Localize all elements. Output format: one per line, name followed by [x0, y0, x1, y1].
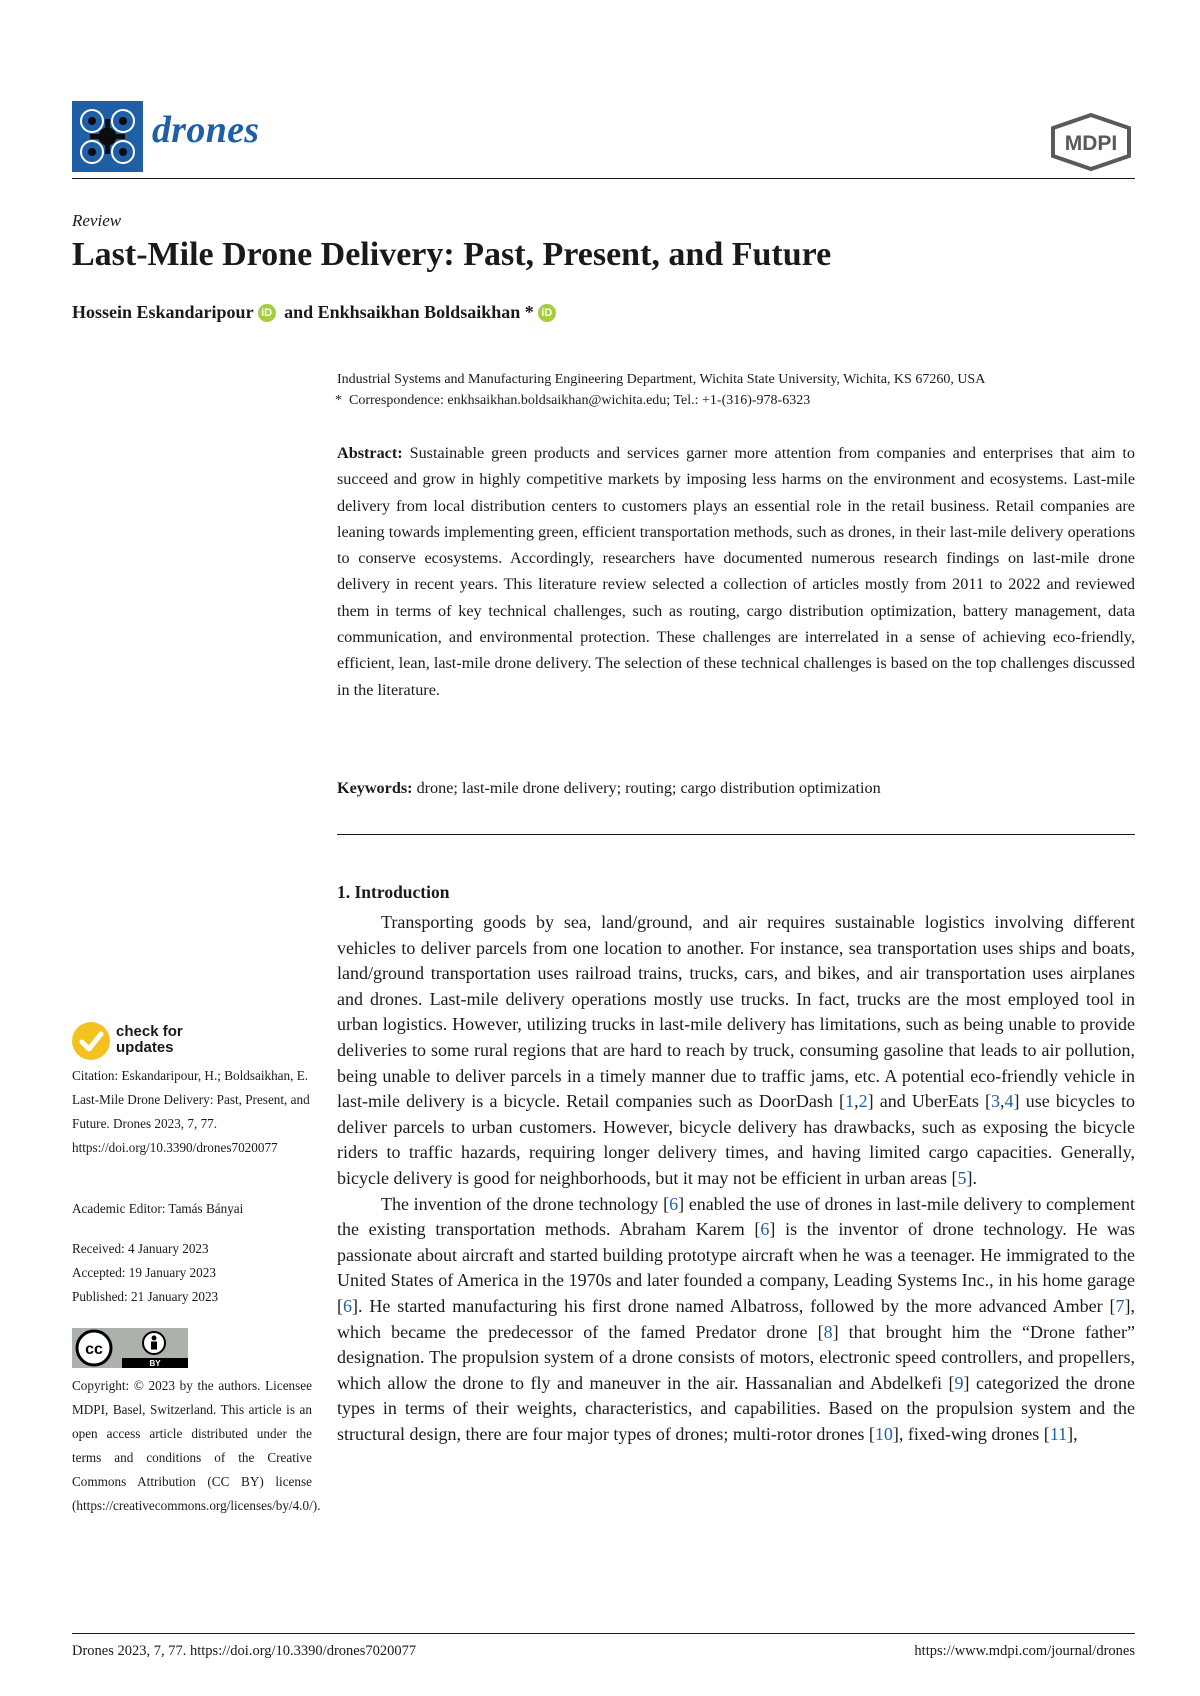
check-for-updates-button[interactable]	[72, 1022, 212, 1066]
abstract-text: Sustainable green products and services garner more attention from companies and enterprises that aim to succeed and grow in highly competitive markets by imposing less harms on the environment and ecosystems. Last-mile delivery from local distribution centers to customers plays an essential role in the retail business. Retail companies are leaning towards implementing green, efficient transportation methods, such as drones, in their last-mile delivery operations to conserve ecosystems. Accordingly, researchers have documented numerous research findings on last-mile drone delivery in recent years. This literature review selected a collection of articles mostly from 2011 to 2022 and reviewed them in terms of key technical challenges, such as routing, cargo distribution optimization, battery management, data communication, and environmental protection. These challenges are interrelated in a sense of achieving eco-friendly, efficient, lean, last-mile drone delivery. The selection of these technical challenges is based on the top challenges discussed in the literature.	[337, 444, 1136, 699]
check-for-updates-label	[116, 1024, 183, 1056]
text-run: ] that brought him the “Drone father” designation. The propulsion system of a drone consists of motors, electronic speed controllers, and propellers, which allow the drone to fly and maneuver in the air. Hassanalian and Abdelkefi [	[337, 1321, 1135, 1393]
text-run: The invention of the drone technology [	[381, 1193, 670, 1214]
journal-logo	[72, 101, 143, 172]
text-run: ] categorized the drone types in terms of their weights, characteristics, and capabilities. Based on the propulsion system and the structural design, there are four major types of drones; multi-rotor drones [	[337, 1372, 1135, 1444]
section-heading: 1. Introduction	[337, 882, 450, 902]
accepted-date: Accepted: 19 January 2023	[72, 1265, 216, 1280]
citation-link[interactable]: 9	[954, 1372, 964, 1393]
check-for-updates-icon	[72, 1022, 110, 1060]
abstract-divider	[337, 834, 1135, 835]
publisher-name: MDPI	[1064, 132, 1118, 155]
footer-citation: Drones 2023, 7, 77. https://doi.org/10.3390/drones7020077	[72, 1643, 417, 1659]
corresponding-mark: *	[524, 302, 534, 322]
drone-icon	[72, 101, 143, 172]
abstract	[337, 440, 1135, 703]
footer-divider	[72, 1633, 1135, 1634]
journal-name: drones	[152, 109, 260, 151]
citation-link[interactable]: 5	[957, 1167, 967, 1188]
citation-link[interactable]: 2	[858, 1091, 868, 1112]
academic-editor: Academic Editor: Tamás Bányai	[72, 1201, 244, 1216]
citation-link[interactable]: 6	[760, 1219, 770, 1240]
text-run: ], which became the predecessor of the famed Predator drone [	[337, 1295, 1135, 1342]
journal-url-link[interactable]: https://www.mdpi.com/journal/drones	[914, 1643, 1135, 1659]
received-date: Received: 4 January 2023	[72, 1241, 209, 1256]
affiliation: Industrial Systems and Manufacturing Engineering Department, Wichita State University, Wichita, KS 67260, USA	[337, 372, 986, 387]
by-label: BY	[149, 1359, 161, 1368]
article-type: Review	[72, 211, 122, 230]
citation-link[interactable]: 3	[991, 1091, 1001, 1112]
paragraph	[337, 1192, 1135, 1448]
citation-info: Citation: Eskandaripour, H.; Boldsaikhan, E. Last-Mile Drone Delivery: Past, Present, and Future. Drones 2023, 7, 77. https://doi.org/10.3390/drones7020077	[72, 1068, 310, 1155]
citation-link[interactable]: 4	[1004, 1091, 1014, 1112]
author-connector: and	[284, 302, 314, 322]
citation-link[interactable]: 1	[845, 1091, 855, 1112]
text-run: ], fixed-wing drones [	[892, 1423, 1050, 1444]
text-run: ] is the inventor of drone technology. He was passionate about aircraft and started building prototype aircraft when he was a teenager. He immigrated to the United States of America in the 1970s and later founded a company, Leading Systems Inc., in his home garage [	[337, 1219, 1136, 1316]
citation-link[interactable]: 6	[669, 1193, 679, 1214]
citation-link[interactable]: 10	[874, 1423, 893, 1444]
published-date: Published: 21 January 2023	[72, 1289, 219, 1304]
orcid-icon[interactable]: iD	[258, 304, 276, 322]
copyright-notice: Copyright: © 2023 by the authors. Licensee MDPI, Basel, Switzerland. This article is an open access article distributed under the terms and conditions of the Creative Commons Attribution (CC BY) license (https://creativecommons.org/licenses/by/4.0/).	[72, 1378, 321, 1513]
keywords-text: drone; last-mile drone delivery; routing; cargo distribution optimization	[416, 779, 881, 797]
text-run: ] enabled the use of drones in last-mile delivery to complement the existing transportation methods. Abraham Karem [	[337, 1193, 1135, 1240]
header-divider	[72, 178, 1135, 179]
body-text	[337, 910, 1135, 1447]
text-run: ,	[854, 1091, 859, 1112]
correspondence-mark: *	[335, 393, 342, 408]
keywords	[337, 779, 1135, 798]
text-run: ],	[1067, 1423, 1078, 1444]
author-name: Hossein Eskandaripour	[72, 302, 254, 322]
text-run: ] and UberEats [	[867, 1091, 992, 1112]
keywords-label: Keywords:	[337, 779, 413, 797]
check-line: check for	[116, 1023, 183, 1040]
correspondence	[337, 393, 810, 409]
text-run: ]. He started manufacturing his first drone named Albatross, followed by the more advanced Amber [	[352, 1295, 1116, 1316]
paragraph	[337, 910, 1135, 1192]
author-name: Enkhsaikhan Boldsaikhan	[317, 302, 521, 322]
citation-link[interactable]: 11	[1049, 1423, 1068, 1444]
page-title: Last-Mile Drone Delivery: Past, Present, and Future	[72, 236, 832, 273]
abstract-label: Abstract:	[337, 444, 403, 462]
author-list	[72, 302, 560, 323]
cc-label: cc	[85, 1341, 103, 1358]
citation-link[interactable]: 8	[823, 1321, 833, 1342]
check-line: updates	[116, 1039, 174, 1056]
text-run: ,	[1000, 1091, 1005, 1112]
mdpi-logo	[1048, 112, 1134, 172]
text-run: ].	[966, 1167, 977, 1188]
correspondence-text: Correspondence: enkhsaikhan.boldsaikhan@wichita.edu; Tel.: +1-(316)-978-6323	[349, 393, 811, 408]
orcid-icon[interactable]: iD	[538, 304, 556, 322]
citation-link[interactable]: 6	[343, 1295, 352, 1316]
text-run: Transporting goods by sea, land/ground, and air requires sustainable logistics involving different vehicles to deliver parcels from one location to another. For instance, sea transportation uses ships and boats, land/ground transportation uses railroad trains, trucks, cars, and bikes, and air transportation uses airplanes and drones. Last-mile delivery operations mostly use trucks. In fact, trucks are the most employed tool in urban logistics. However, utilizing trucks in last-mile delivery has limitations, such as being unable to provide deliveries to some rural regions that are hard to reach by truck, consuming gasoline that leads to air pollution, being unable to deliver parcels in a timely manner due to traffic jams, etc. A potential eco-friendly vehicle in last-mile delivery is a bicycle. Retail companies such as DoorDash [	[337, 912, 1135, 1112]
cc-by-badge[interactable]	[72, 1328, 188, 1368]
citation-link[interactable]: 7	[1115, 1295, 1125, 1316]
text-run: ] use bicycles to deliver parcels to urban customers. However, bicycle delivery has drawbacks, such as exposing the bicycle riders to traffic hazards, requiring longer delivery times, and having limited cargo capacities. Generally, bicycle delivery is good for neighborhoods, but it may not be efficient in urban areas [	[337, 1091, 1136, 1188]
